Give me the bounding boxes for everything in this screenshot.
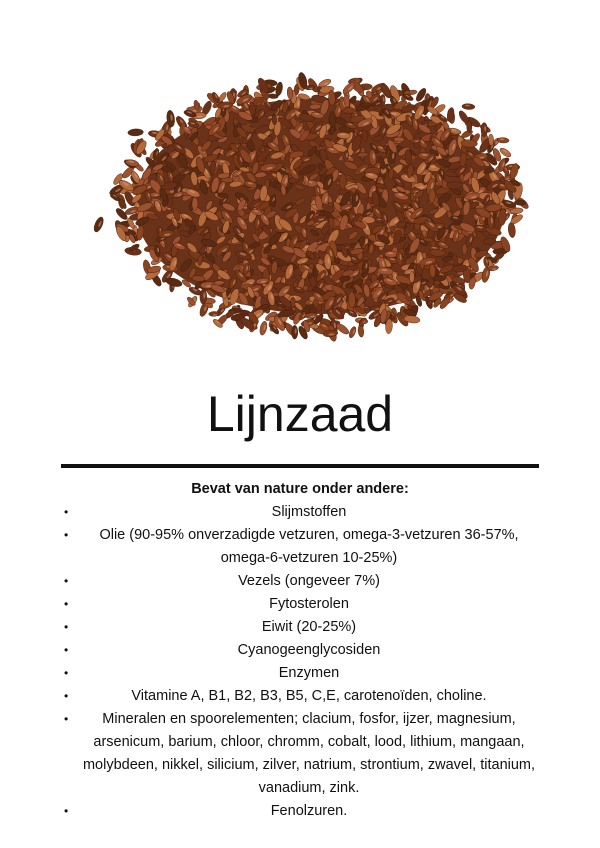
section-heading: Bevat van nature onder andere: (191, 481, 409, 497)
list-item (0, 616, 600, 639)
list-item-text: Slijmstoffen (271, 504, 347, 520)
list-item-text: Vezels (ongeveer 7%) (238, 573, 380, 589)
list-item (0, 501, 600, 524)
list-item (0, 593, 600, 616)
list-item (0, 708, 600, 800)
list-item (0, 639, 600, 662)
list-item (0, 570, 600, 593)
title-divider (61, 464, 539, 468)
bullet-icon: • (64, 620, 69, 634)
list-item-text: Olie (90-95% onverzadigde vetzuren, omega-3-vetzuren 36-57%, omega-6-vetzuren 10-25%) (99, 527, 519, 566)
bullet-icon: • (64, 528, 69, 542)
list-item-text: Fenolzuren. (270, 803, 348, 819)
list-item-text: Eiwit (20-25%) (261, 619, 357, 635)
list-item (0, 524, 600, 570)
bullet-icon: • (64, 597, 69, 611)
bullet-icon: • (64, 689, 69, 703)
list-item-text: Fytosterolen (269, 596, 349, 612)
nutrient-section (0, 478, 600, 823)
list-item-text: Mineralen en spoorelementen; clacium, fosfor, ijzer, magnesium, arsenicum, barium, chloor, chromm, cobalt, lood, lithium, mangaan, molybdeen, nikkel, silicium, zilver, natrium, strontium, zwavel, titanium, vanadium, zink. (82, 711, 536, 796)
bullet-icon: • (64, 574, 69, 588)
list-item (0, 662, 600, 685)
bullet-icon: • (64, 666, 69, 680)
bullet-icon: • (64, 712, 69, 726)
page-title: Lijnzaad (206, 386, 394, 442)
list-item-text: Vitamine A, B1, B2, B3, B5, C,E, carotenoïden, choline. (131, 688, 487, 704)
bullet-icon: • (64, 804, 69, 818)
flax-seed-pile-image (92, 50, 548, 350)
list-item (0, 800, 600, 823)
list-item (0, 685, 600, 708)
bullet-icon: • (64, 505, 69, 519)
list-item-text: Cyanogeenglycosiden (237, 642, 381, 658)
nutrient-list (0, 501, 600, 823)
bullet-icon: • (64, 643, 69, 657)
list-item-text: Enzymen (278, 665, 340, 681)
